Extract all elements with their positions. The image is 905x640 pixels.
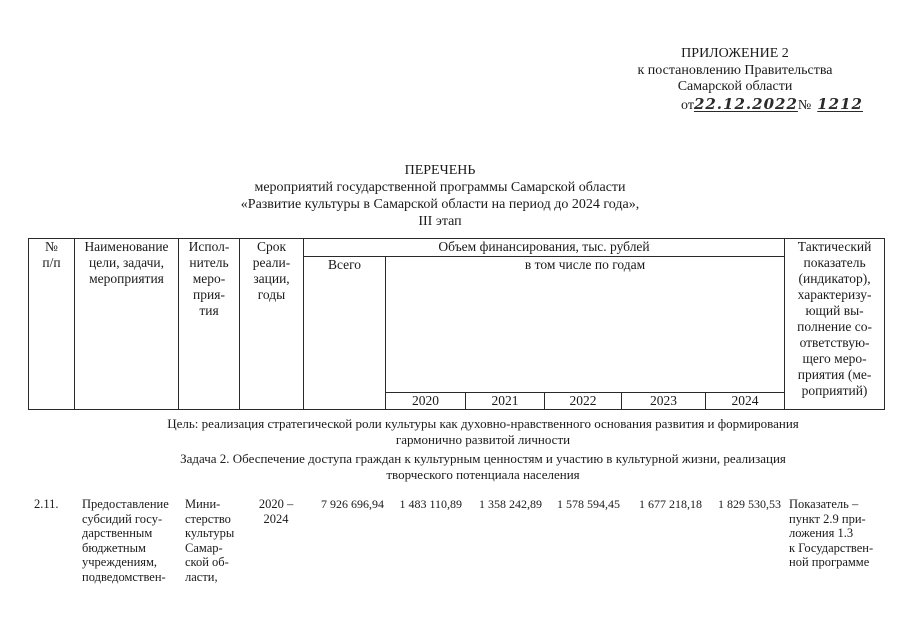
- handwritten-number: 1212: [817, 94, 863, 113]
- header-indicator: Тактический показатель (индикатор), характеризу- ющий вы- полнение со- ответствую- щего меро- приятия (ме- роприятий): [785, 239, 885, 410]
- date-prefix: от: [681, 97, 694, 113]
- header-year-2021: 2021: [466, 393, 545, 410]
- appendix-line-1: к постановлению Правительства: [637, 62, 833, 78]
- title-line-2: «Развитие культуры в Самарской области на период до 2024 года»,: [240, 197, 640, 212]
- row-value-2020: 1 483 110,89: [399, 497, 462, 511]
- document-title: [200, 162, 680, 230]
- header-year-2022: 2022: [545, 393, 622, 410]
- row-value-2022: 1 578 594,45: [557, 497, 620, 511]
- appendix-block: [605, 46, 865, 114]
- title-heading: ПЕРЕЧЕНЬ: [404, 163, 476, 178]
- header-year-2024: 2024: [706, 393, 785, 410]
- handwritten-date: 22.12.2022: [693, 94, 798, 113]
- appendix-date-line: [605, 96, 865, 115]
- row-name: Предоставление субсидий госу- дарственным бюджетным учреждениям, подведомствен-: [82, 497, 169, 584]
- row-value-2024: 1 829 530,53: [718, 497, 781, 511]
- title-line-3: III этап: [418, 214, 462, 229]
- task-text: Задача 2. Обеспечение доступа граждан к культурным ценностям и участию в культурной жизни, реализация творческого потенциала населения: [180, 451, 786, 482]
- header-executor: Испол- нитель меро- прия- тия: [179, 239, 240, 410]
- row-number: 2.11.: [34, 497, 59, 511]
- header-total: Всего: [304, 257, 386, 410]
- row-term: 2020 – 2024: [258, 497, 294, 526]
- appendix-title: ПРИЛОЖЕНИЕ 2: [681, 46, 789, 61]
- header-number: № п/п: [29, 239, 75, 410]
- header-financing: Объем финансирования, тыс. рублей: [304, 239, 785, 257]
- title-line-1: мероприятий государственной программы Самарской области: [254, 180, 626, 195]
- row-value-2021: 1 358 242,89: [479, 497, 542, 511]
- header-name: Наименование цели, задачи, мероприятия: [75, 239, 179, 410]
- header-year-2020: 2020: [386, 393, 466, 410]
- header-year-2023: 2023: [622, 393, 706, 410]
- row-executor: Мини- стерство культуры Самар- ской об- ласти,: [185, 497, 235, 584]
- goal-text: Цель: реализация стратегической роли культуры как духовно-нравственного основания развития и формирования гармонично развитой личности: [167, 416, 799, 447]
- row-value-2023: 1 677 218,18: [639, 497, 702, 511]
- appendix-line-2: Самарской области: [677, 79, 793, 94]
- number-prefix: №: [797, 97, 812, 113]
- financing-table-header: [28, 238, 885, 410]
- row-indicator: Показатель – пункт 2.9 при- ложения 1.3 к Государствен- ной программе: [789, 497, 874, 570]
- header-term: Срок реали- зации, годы: [240, 239, 304, 410]
- header-by-years: в том числе по годам: [386, 257, 785, 393]
- row-total: 7 926 696,94: [321, 497, 384, 511]
